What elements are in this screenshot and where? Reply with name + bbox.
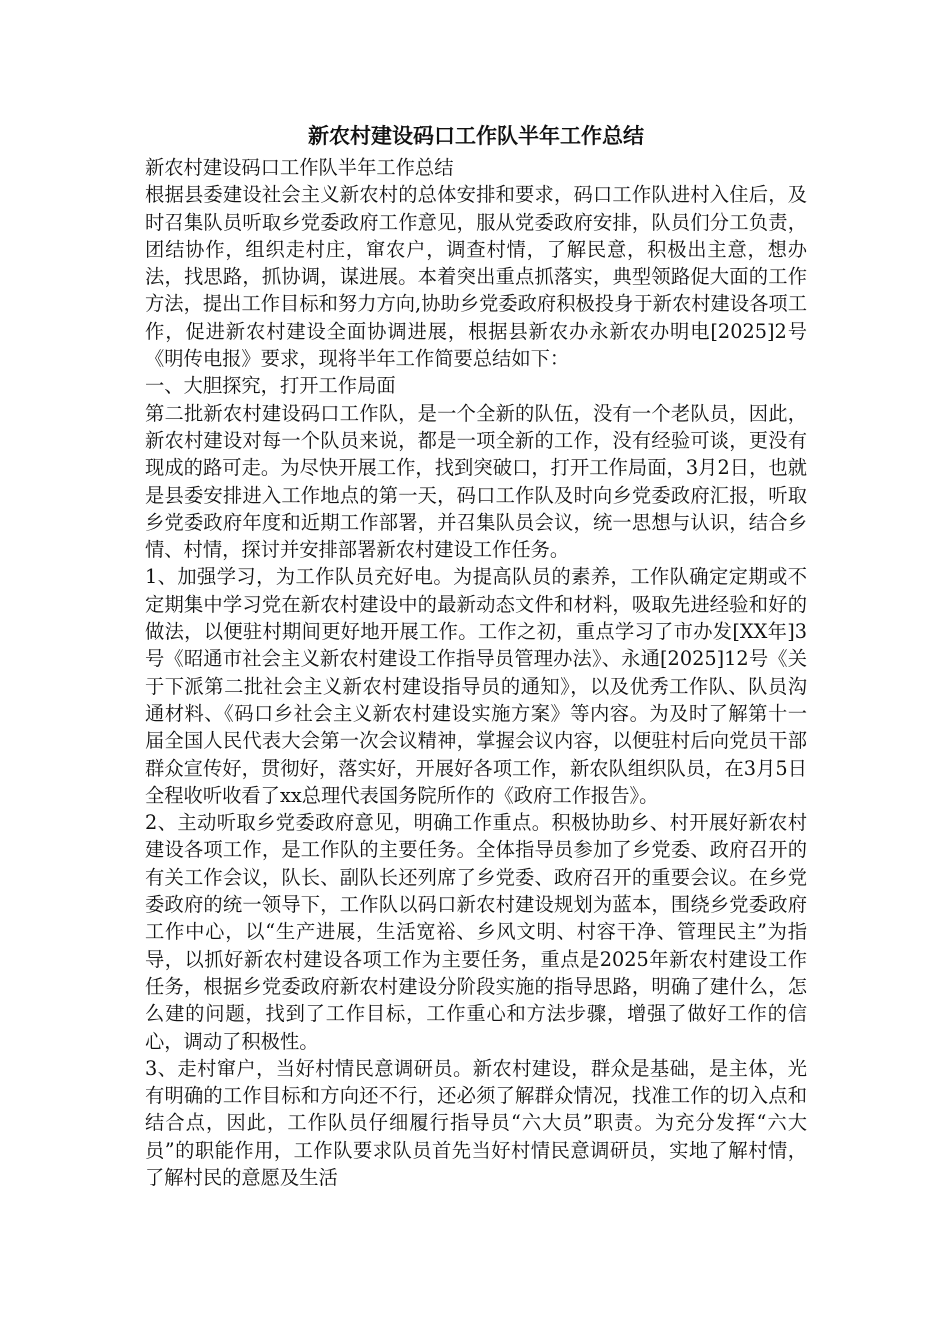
document-title: 新农村建设码口工作队半年工作总结 xyxy=(308,123,644,148)
section-1-paragraph: 第二批新农村建设码口工作队，是一个全新的队伍，没有一个老队员，因此，新农村建设对每一个队员来说，都是一项全新的工作，没有经验可谈，更没有现成的路可走。为尽快开展工作，找到突破口，打开工作局面，3月2日，也就是县委安排进入工作地点的第一天，码口工作队及时向乡党委政府汇报，听取乡党委政府年度和近期工作部署，并召集队员会议，统一思想与认识，结合乡情、村情，探讨并安排部署新农村建设工作任务。 xyxy=(145,401,807,562)
document-page xyxy=(145,118,807,1191)
item-1-paragraph: 1、加强学习，为工作队员充好电。为提高队员的素养，工作队确定定期或不定期集中学习党在新农村建设中的最新动态文件和材料，吸取先进经验和好的做法，以便驻村期间更好地开展工作。工作之初，重点学习了市办发[XX年]3号《昭通市社会主义新农村建设工作指导员管理办法》、永通[2025]12号《关于下派第二批社会主义新农村建设指导员的通知》，以及优秀工作队、队员沟通材料、《码口乡社会主义新农村建设实施方案》等内容。为及时了解第十一届全国人民代表大会第一次会议精神，掌握会议内容，以便驻村后向党员干部群众宣传好，贯彻好，落实好，开展好各项工作，新农队组织队员，在3月5日全程收听收看了xx总理代表国务院所作的《政府工作报告》。 xyxy=(145,565,807,807)
item-2-paragraph: 2、主动听取乡党委政府意见，明确工作重点。积极协助乡、村开展好新农村建设各项工作，是工作队的主要任务。全体指导员参加了乡党委、政府召开的有关工作会议，队长、副队长还列席了乡党委、政府召开的重要会议。在乡党委政府的统一领导下，工作队以码口新农村建设规划为蓝本，围绕乡党委政府工作中心，以“生产进展，生活宽裕、乡风文明、村容干净、管理民主”为指导，以抓好新农村建设各项工作为主要任务，重点是2025年新农村建设工作任务，根据乡党委政府新农村建设分阶段实施的指导思路，明确了建什么，怎么建的问题，找到了工作目标，工作重心和方法步骤，增强了做好工作的信心，调动了积极性。 xyxy=(145,811,807,1053)
intro-paragraph: 根据县委建设社会主义新农村的总体安排和要求，码口工作队进村入住后，及时召集队员听取乡党委政府工作意见，服从党委政府安排，队员们分工负责，团结协作，组织走村庄，窜农户，调查村情，了解民意，积极出主意，想办法，找思路，抓协调，谋进展。本着突出重点抓落实，典型领路促大面的工作方法，提出工作目标和努力方向,协助乡党委政府积极投身于新农村建设各项工作，促进新农村建设全面协调进展，根据县新农办永新农办明电[2025]2号《明传电报》要求，现将半年工作简要总结如下： xyxy=(145,183,807,371)
item-3-paragraph: 3、走村窜户，当好村情民意调研员。新农村建设，群众是基础，是主体，光有明确的工作目标和方向还不行，还必须了解群众情况，找准工作的切入点和结合点，因此，工作队员仔细履行指导员“六大员”职责。为充分发挥“六大员”的职能作用，工作队要求队员首先当好村情民意调研员，实地了解村情，了解村民的意愿及生活 xyxy=(145,1056,807,1189)
document-subtitle: 新农村建设码口工作队半年工作总结 xyxy=(145,156,454,179)
section-heading-1: 一、大胆探究，打开工作局面 xyxy=(145,374,396,398)
